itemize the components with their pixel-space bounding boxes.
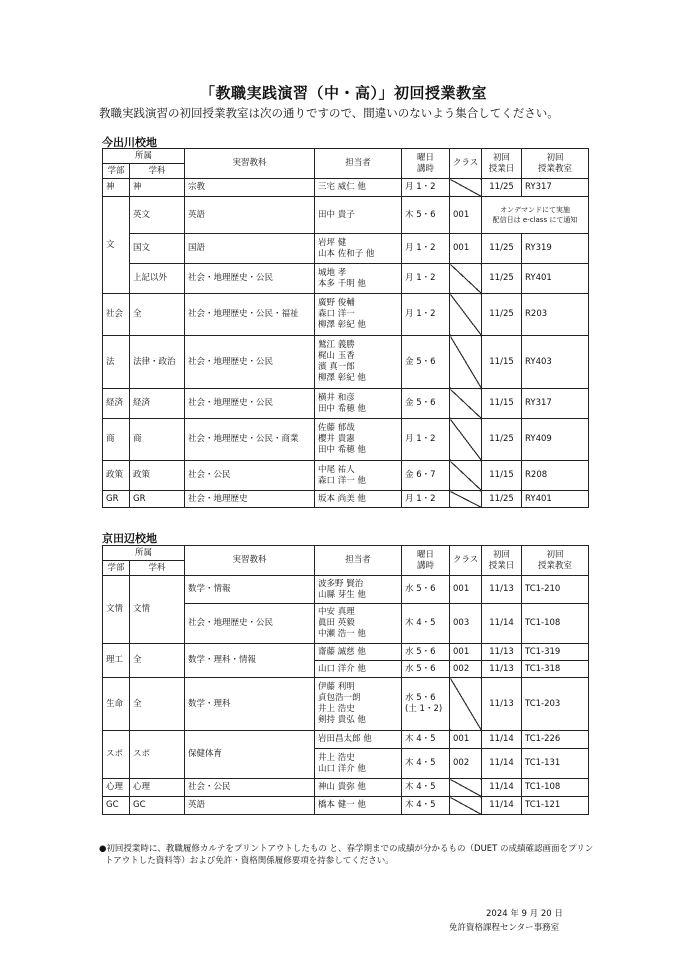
department-cell: 政策 (130, 461, 185, 491)
class-cell-empty (450, 419, 482, 461)
footer-office: 免許資格課程センター事務室 (449, 923, 560, 933)
subject-cell: 宗教 (185, 179, 315, 197)
subject-cell: 数学・理科・情報 (185, 644, 315, 678)
date-cell: 11/15 (482, 461, 522, 491)
table-row (103, 461, 589, 491)
table-row (103, 779, 589, 797)
day-cell: 金 6・7 (402, 461, 450, 491)
class-cell-empty (450, 294, 482, 336)
table-row (103, 419, 589, 461)
department-cell: 神 (130, 179, 185, 197)
faculty-cell: 文情 (103, 576, 130, 644)
subject-cell: 社会・公民 (185, 779, 315, 797)
room-cell: RY401 (522, 491, 589, 508)
subject-cell: 国語 (185, 234, 315, 264)
table-row (103, 678, 589, 731)
room-cell: TC1-121 (522, 797, 589, 815)
instructor-cell: 橋本 健一 他 (315, 797, 402, 815)
department-cell: スポ (130, 731, 185, 779)
subject-cell: 社会・地理歴史 (185, 491, 315, 508)
day-cell: 金 5・6 (402, 389, 450, 419)
table-row (103, 576, 589, 604)
subject-cell: 数学・情報 (185, 576, 315, 604)
subject-cell: 数学・理科 (185, 678, 315, 731)
table-row (103, 731, 589, 749)
instructor-header: 担当者 (315, 546, 402, 576)
affiliation-header: 所属 (103, 149, 185, 164)
faculty-cell: 社会 (103, 294, 130, 336)
day-cell: 水 5・6 (402, 661, 450, 678)
day-cell: 月 1・2 (402, 294, 450, 336)
day-cell: 金 5・6 (402, 336, 450, 389)
affiliation-header: 所属 (103, 546, 185, 561)
faculty-cell: 商 (103, 419, 130, 461)
instructor-cell: 佐藤 郁哉 櫻井 貴憲 田中 希穂 他 (315, 419, 402, 461)
day-cell: 水 5・6 (402, 644, 450, 661)
faculty-cell: GC (103, 797, 130, 815)
table-row (103, 797, 589, 815)
subject-cell: 社会・地理歴史・公民・商業 (185, 419, 315, 461)
faculty-cell: 心理 (103, 779, 130, 797)
subject-cell: 社会・地理歴史・公民 (185, 604, 315, 644)
department-cell: 経済 (130, 389, 185, 419)
department-cell: 商 (130, 419, 185, 461)
room-header: 初回 授業教室 (522, 546, 589, 576)
room-cell: TC1-131 (522, 749, 589, 779)
date-cell: 11/13 (482, 661, 522, 678)
faculty-cell: 経済 (103, 389, 130, 419)
department-cell: GC (130, 797, 185, 815)
instructor-cell: 齋藤 誠慈 他 (315, 644, 402, 661)
subject-cell: 保健体育 (185, 731, 315, 779)
campus-heading-imadegawa: 今出川校地 (102, 136, 157, 149)
subject-header: 実習教科 (185, 149, 315, 179)
first-date-header: 初回 授業日 (482, 546, 522, 576)
instructor-cell: 横井 和彦 田中 希穂 他 (315, 389, 402, 419)
class-cell: 002 (450, 749, 482, 779)
room-cell: RY401 (522, 264, 589, 294)
room-cell: TC1-210 (522, 576, 589, 604)
department-cell: 心理 (130, 779, 185, 797)
ondemand-note-cell: オンデマンドにて実施 配信日は e-class にて通知 (482, 197, 589, 234)
room-cell: RY409 (522, 419, 589, 461)
department-cell: 上記以外 (130, 264, 185, 294)
instructor-cell: 中尾 祐人 森口 洋一 他 (315, 461, 402, 491)
day-cell: 月 1・2 (402, 264, 450, 294)
day-cell: 月 1・2 (402, 234, 450, 264)
department-header: 学科 (130, 164, 185, 179)
day-cell: 水 5・6 (402, 576, 450, 604)
class-cell-empty (450, 678, 482, 731)
date-cell: 11/25 (482, 491, 522, 508)
instructor-cell: 伊藤 利明 貞包浩一朗 井上 浩史 剣持 貴弘 他 (315, 678, 402, 731)
page-title: 「教職実践演習（中・高）」初回授業教室 (199, 84, 487, 102)
faculty-cell: 政策 (103, 461, 130, 491)
date-cell: 11/15 (482, 389, 522, 419)
first-date-header: 初回 授業日 (482, 149, 522, 179)
class-cell: 001 (450, 644, 482, 661)
instructor-cell: 波多野 賢治 山縣 芽生 他 (315, 576, 402, 604)
faculty-cell: スポ (103, 731, 130, 779)
faculty-header: 学部 (103, 164, 130, 179)
faculty-cell: GR (103, 491, 130, 508)
faculty-cell: 文 (103, 197, 130, 294)
instructor-cell: 岩坪 健 山本 佐和子 他 (315, 234, 402, 264)
day-cell: 月 1・2 (402, 179, 450, 197)
subject-cell: 社会・公民 (185, 461, 315, 491)
date-cell: 11/25 (482, 234, 522, 264)
department-cell: GR (130, 491, 185, 508)
table-row (103, 179, 589, 197)
date-cell: 11/14 (482, 604, 522, 644)
instructor-cell: 廣野 俊輔 森口 洋一 柳澤 彰紀 他 (315, 294, 402, 336)
room-cell: TC1-108 (522, 779, 589, 797)
room-cell: RY317 (522, 389, 589, 419)
room-cell: R208 (522, 461, 589, 491)
class-cell: 001 (450, 234, 482, 264)
table-row (103, 389, 589, 419)
bring-items-note: ●初回授業時に、教職履修カルテをプリントアウトしたもの と、春学期までの成績が分かるもの（DUET の成績確認画面をプリン トアウトした資料等）および免許・資格関係履修要項を持参してください。 (99, 844, 594, 866)
subject-cell: 社会・地理歴史・公民 (185, 389, 315, 419)
subject-cell: 英語 (185, 797, 315, 815)
room-cell: TC1-319 (522, 644, 589, 661)
date-cell: 11/25 (482, 179, 522, 197)
table-row (103, 264, 589, 294)
class-cell: 001 (450, 197, 482, 234)
class-cell-empty (450, 179, 482, 197)
faculty-cell: 理工 (103, 644, 130, 678)
class-cell: 001 (450, 731, 482, 749)
class-cell-empty (450, 336, 482, 389)
department-cell: 全 (130, 678, 185, 731)
date-cell: 11/14 (482, 779, 522, 797)
department-cell: 文情 (130, 576, 185, 644)
instructor-cell: 山口 洋介 他 (315, 661, 402, 678)
date-cell: 11/14 (482, 731, 522, 749)
room-cell: TC1-226 (522, 731, 589, 749)
room-cell: R203 (522, 294, 589, 336)
day-cell: 月 1・2 (402, 491, 450, 508)
table-row (103, 491, 589, 508)
date-cell: 11/14 (482, 797, 522, 815)
header-row (103, 149, 589, 164)
table-row (103, 197, 589, 234)
class-cell-empty (450, 797, 482, 815)
day-cell: 月 1・2 (402, 419, 450, 461)
campus1-table (102, 148, 589, 508)
instructor-cell: 三宅 威仁 他 (315, 179, 402, 197)
class-cell-empty (450, 779, 482, 797)
date-cell: 11/14 (482, 749, 522, 779)
room-cell: TC1-108 (522, 604, 589, 644)
instructor-cell: 中安 真理 眞田 英毅 中瀬 浩一 他 (315, 604, 402, 644)
date-cell: 11/25 (482, 294, 522, 336)
room-cell: RY403 (522, 336, 589, 389)
faculty-cell: 生命 (103, 678, 130, 731)
instructor-cell: 井上 浩史 山口 洋介 他 (315, 749, 402, 779)
class-cell-empty (450, 264, 482, 294)
table-row (103, 644, 589, 661)
class-cell: 001 (450, 576, 482, 604)
instructor-cell: 田中 貴子 (315, 197, 402, 234)
day-header: 曜日 講時 (402, 149, 450, 179)
class-header: クラス (450, 149, 482, 179)
room-cell: RY319 (522, 234, 589, 264)
campus-heading-kyotanabe: 京田辺校地 (102, 532, 157, 545)
room-cell: TC1-203 (522, 678, 589, 731)
table-row (103, 336, 589, 389)
department-cell: 英文 (130, 197, 185, 234)
class-header: クラス (450, 546, 482, 576)
class-cell: 003 (450, 604, 482, 644)
subject-cell: 英語 (185, 197, 315, 234)
department-cell: 国文 (130, 234, 185, 264)
day-cell: 水 5・6 (土 1・2) (402, 678, 450, 731)
date-cell: 11/25 (482, 419, 522, 461)
day-cell: 木 4・5 (402, 797, 450, 815)
intro-text: 教職実践演習の初回授業教室は次の通りですので、間違いのないよう集合してください。 (99, 106, 559, 120)
date-cell: 11/13 (482, 576, 522, 604)
room-cell: TC1-318 (522, 661, 589, 678)
class-cell-empty (450, 389, 482, 419)
instructor-cell: 鷲江 義勝 梶山 玉香 濱 真一郎 柳澤 彰紀 他 (315, 336, 402, 389)
day-cell: 木 4・5 (402, 604, 450, 644)
room-header: 初回 授業教室 (522, 149, 589, 179)
header-row (103, 546, 589, 561)
subject-cell: 社会・地理歴史・公民 (185, 336, 315, 389)
department-header: 学科 (130, 561, 185, 576)
subject-header: 実習教科 (185, 546, 315, 576)
date-cell: 11/13 (482, 678, 522, 731)
date-cell: 11/25 (482, 264, 522, 294)
instructor-cell: 神山 貴弥 他 (315, 779, 402, 797)
table-row (103, 234, 589, 264)
faculty-header: 学部 (103, 561, 130, 576)
department-cell: 法律・政治 (130, 336, 185, 389)
date-cell: 11/13 (482, 644, 522, 661)
subject-cell: 社会・地理歴史・公民・福祉 (185, 294, 315, 336)
faculty-cell: 法 (103, 336, 130, 389)
instructor-header: 担当者 (315, 149, 402, 179)
subject-cell: 社会・地理歴史・公民 (185, 264, 315, 294)
class-cell: 002 (450, 661, 482, 678)
footer-date: 2024 年 9 月 20 日 (486, 909, 563, 919)
campus2-table (102, 545, 589, 815)
day-cell: 木 4・5 (402, 749, 450, 779)
day-header: 曜日 講時 (402, 546, 450, 576)
department-cell: 全 (130, 644, 185, 678)
day-cell: 木 4・5 (402, 779, 450, 797)
department-cell: 全 (130, 294, 185, 336)
room-cell: RY317 (522, 179, 589, 197)
day-cell: 木 4・5 (402, 731, 450, 749)
faculty-cell: 神 (103, 179, 130, 197)
instructor-cell: 城地 孝 本多 千明 他 (315, 264, 402, 294)
day-cell: 木 5・6 (402, 197, 450, 234)
instructor-cell: 坂本 尚美 他 (315, 491, 402, 508)
instructor-cell: 岩田昌太郎 他 (315, 731, 402, 749)
class-cell-empty (450, 461, 482, 491)
date-cell: 11/15 (482, 336, 522, 389)
class-cell-empty (450, 491, 482, 508)
table-row (103, 294, 589, 336)
